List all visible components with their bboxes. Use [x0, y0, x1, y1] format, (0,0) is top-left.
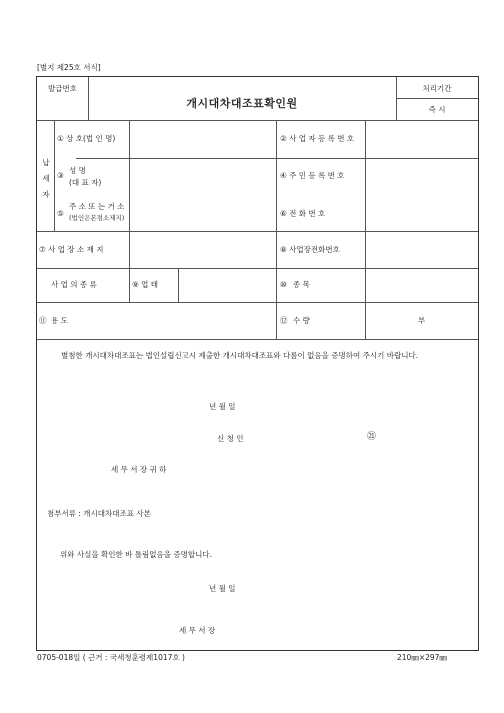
item-label: 종 목 — [293, 280, 310, 289]
form-title: 개시대차대조표확인원 — [186, 97, 298, 110]
confirmation-date: 년 월 일 — [209, 584, 236, 593]
business-phone-label: ⑧ 사업장전화번호 — [280, 245, 340, 254]
resident-number-label: ④ 주 민 등 록 번 호 — [280, 171, 345, 180]
quantity-unit: 부 — [417, 316, 426, 325]
quantity-label-number: ⑫ — [280, 316, 288, 325]
business-registration-label: ② 사 업 자 등 록 번 호 — [280, 134, 355, 143]
addressee: 세 무 서 장 귀 하 — [111, 465, 167, 474]
attachments: 첨부서류 : 개시대차대조표 사본 — [47, 509, 151, 518]
representative-label: (대 표 자) — [69, 178, 102, 187]
purpose-label-number: ⑪ — [39, 316, 47, 325]
item-label-number: ⑩ — [280, 280, 287, 289]
head-office-note: (법인은본점소재지) — [69, 214, 125, 222]
business-address-label: ⑦ 사 업 장 소 재 지 — [39, 245, 104, 254]
name-label-number: ③ — [57, 171, 64, 180]
confirmation-text: 위와 사실을 확인한 바 틀림없음을 증명합니다. — [60, 550, 212, 559]
business-type-label: 사 업 의 종 류 — [51, 280, 97, 289]
confirmation-form — [36, 76, 479, 651]
quantity-label: 수 량 — [293, 316, 310, 325]
request-statement: 별첨한 개시대차대조표는 법인설립신고시 제출한 개시대차대조표와 다름이 없음을 증명하여 주시기 바랍니다. — [61, 351, 419, 360]
request-date: 년 월 일 — [209, 402, 236, 411]
processing-period-value: 즉 시 — [428, 105, 446, 114]
phone-label: ⑥ 전 화 번 호 — [280, 209, 326, 218]
tax-office-head: 세 무 서 장 — [179, 626, 216, 635]
address-label-number: ⑤ — [57, 209, 64, 218]
taxpayer-label: 납 세 자 — [42, 158, 50, 199]
seal-mark-icon: ㉑ — [367, 432, 377, 442]
applicant-signature-label: 신 청 인 — [217, 434, 244, 443]
footer-form-code: 0705-018일 ( 근거 : 국세청훈령제1017호 ) — [37, 653, 185, 662]
issue-number-label: 발급번호 — [48, 84, 77, 93]
footer-paper-size: 210㎜×297㎜ — [397, 653, 447, 662]
company-name-label: ① 상 호(법 인 명) — [57, 134, 116, 143]
name-label: 성 명 — [69, 166, 86, 175]
address-label: 주 소 또 는 거 소 — [69, 202, 125, 211]
form-number-label: [별지 제25호 서식] — [37, 63, 101, 72]
processing-period-label: 처리기간 — [422, 84, 452, 93]
purpose-label: 용 도 — [51, 316, 68, 325]
business-category-label: ⑨ 업 태 — [132, 280, 158, 289]
